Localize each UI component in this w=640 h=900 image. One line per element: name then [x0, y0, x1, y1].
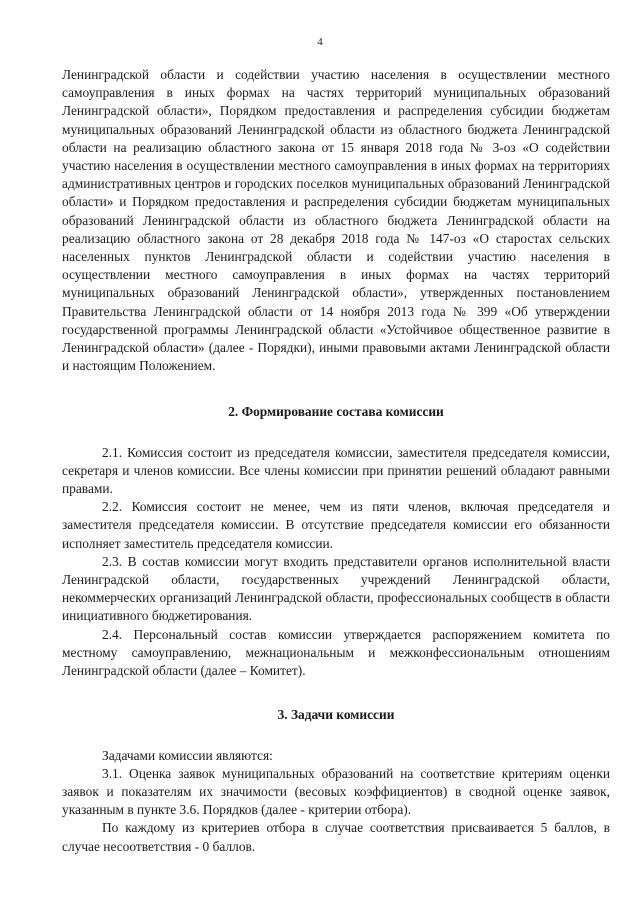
page-number: 4: [317, 36, 323, 48]
paragraph-2-1: 2.1. Комиссия состоит из председателя комиссии, заместителя председателя комиссии, секретаря и членов комиссии. Все члены комиссии при принятии решений обладают равными правами.: [62, 444, 610, 497]
paragraph-2-4: 2.4. Персональный состав комиссии утверждается распоряжением комитета по местному самоуправлению, межнациональным и межконфессиональным отношениям Ленинградской области (далее – Комитет).: [62, 626, 610, 679]
paragraph-3-intro: Задачами комиссии являются:: [102, 747, 273, 763]
paragraph-2-2: 2.2. Комиссия состоит не менее, чем из пяти членов, включая председателя и заместителя председателя комиссии. В отсутствие председателя комиссии его обязанности исполняет заместитель председателя комиссии.: [62, 499, 610, 551]
document-body: [62, 66, 610, 856]
paragraph-3-1: 3.1. Оценка заявок муниципальных образований на соответствие критериям оценки заявок и показателям их значимости (весовых коэффициентов) в сводной оценке заявок, указанным в пункте 3.6. Порядков (далее - критерии отбора).: [62, 765, 610, 818]
section-2-heading: 2. Формирование состава комиссии: [228, 404, 444, 420]
paragraph-3-scoring: По каждому из критериев отбора в случае соответствия присваивается 5 баллов, в случае несоответствия - 0 баллов.: [62, 820, 610, 854]
paragraph-2-3: 2.3. В состав комиссии могут входить представители органов исполнительной власти Ленинградской области, государственных учреждений Ленинградской области, некоммерческих организаций Ленинградской области, профессиональных сообществ в области инициативного бюджетирования.: [62, 553, 610, 624]
intro-paragraph: Ленинградской области и содействии участию населения в осуществлении местного самоуправления в иных формах на частях территорий муниципальных образований Ленинградской области», Порядком предоставления и распределения субсидии бюджетам муниципальных образований Ленинградской области из областного бюджета Ленинградской области на реализацию областного закона от 15 января 2018 года № 3-оз «О содействии участию населения в осуществлении местного самоуправления в иных формах на территориях административных центров и городских поселков муниципальных образований Ленинградской области» и Порядком предоставления и распределения субсидии бюджетам муниципальных образований Ленинградской области из областного бюджета Ленинградской области на реализацию областного закона от 28 декабря 2018 года № 147-оз «О старостах сельских населенных пунктов Ленинградской области и содействии участию населения в осуществлении местного самоуправления в иных формах на частях территорий муниципальных образований Ленинградской области», утвержденных постановлением Правительства Ленинградской области от 14 ноября 2013 года № 399 «Об утверждении государственной программы Ленинградской области «Устойчивое общественное развитие в Ленинградской области» (далее - Порядки), иными правовыми актами Ленинградской области и настоящим Положением.: [62, 67, 610, 374]
section-3-heading: 3. Задачи комиссии: [277, 707, 395, 723]
